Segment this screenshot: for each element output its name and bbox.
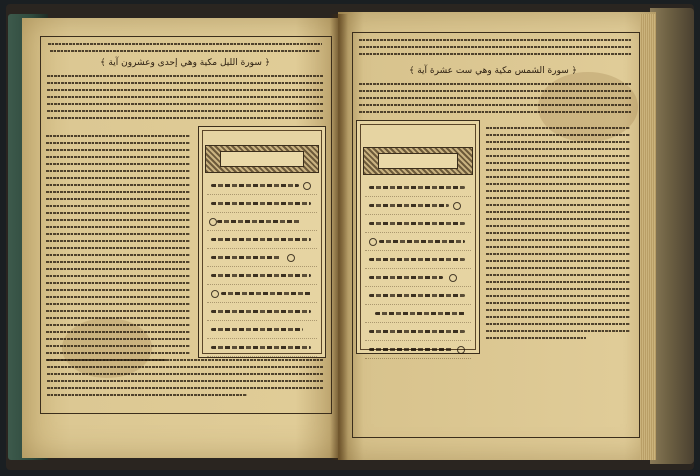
surah-title-ornament — [205, 145, 319, 173]
surah-title-plate — [220, 151, 304, 167]
right-top-commentary — [356, 36, 634, 64]
left-commentary-column — [44, 132, 194, 372]
quran-text-panel-left — [198, 126, 326, 358]
surah-heading-right: ﴿ سورة الشمس مكية وهي ست عشرة آية ﴾ — [409, 66, 577, 76]
left-page — [22, 18, 344, 458]
left-top-commentary — [44, 40, 326, 60]
page-edges — [640, 14, 656, 460]
verse-lines — [207, 177, 317, 357]
left-commentary-lower — [44, 356, 326, 404]
quran-text-panel-right — [356, 120, 480, 354]
surah-title-plate — [378, 153, 458, 169]
surah-heading-left: ﴿ سورة الليل مكية وهي إحدى وعشرون آية ﴾ — [100, 58, 270, 68]
cover-edge-right — [650, 8, 694, 464]
verse-lines — [365, 179, 471, 359]
right-page — [338, 12, 656, 460]
left-commentary-upper — [44, 72, 326, 128]
right-commentary-upper — [356, 80, 634, 120]
surah-title-ornament — [363, 147, 473, 175]
right-commentary-column — [484, 124, 634, 352]
book-gutter — [330, 14, 348, 460]
